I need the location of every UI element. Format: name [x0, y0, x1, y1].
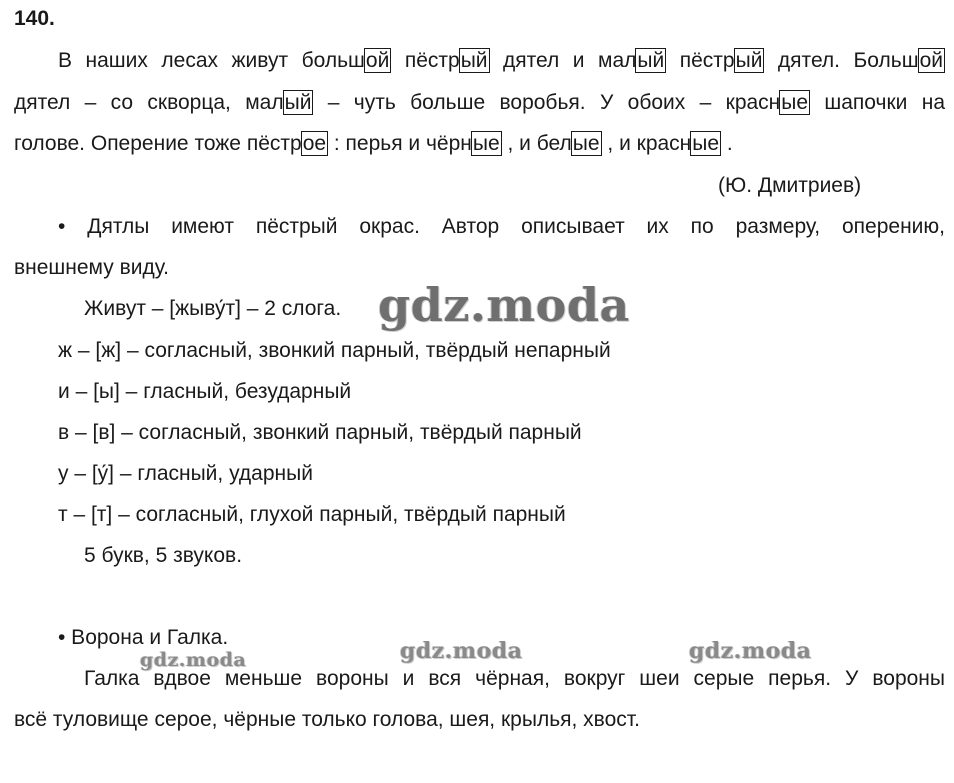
- birds-line-2: всё туловище серое, чёрные только голова, шея, крылья, хвост.: [14, 708, 640, 731]
- ending-box: ый: [637, 49, 665, 72]
- ending-box: ый: [735, 49, 763, 72]
- ending-box: ый: [460, 49, 488, 72]
- birds-line-1: Галка вдвое меньше вороны и вся чёрная, вокруг шеи серые перья. У вороны: [84, 667, 945, 690]
- paragraph-line-2: дятел – со скворца, малый – чуть больше воробья. У обоих – красные шапочки на: [14, 91, 946, 114]
- watermark: gdz.moda: [378, 278, 630, 332]
- watermark: gdz.moda: [689, 638, 812, 664]
- author-attribution: (Ю. Дмитриев): [718, 174, 862, 197]
- ending-box: ой: [365, 49, 390, 72]
- note-line-2: внешнему виду.: [14, 256, 169, 279]
- phonetic-summary: 5 букв, 5 звуков.: [84, 544, 243, 567]
- ending-box: ые: [472, 132, 500, 155]
- phonetic-row: т – [т] – согласный, глухой парный, твёрдый парный: [58, 503, 566, 526]
- phonetic-row: у – [у́] – гласный, ударный: [58, 462, 313, 485]
- phonetic-row: в – [в] – согласный, звонкий парный, твёрдый парный: [58, 421, 582, 444]
- paragraph-line-1: В наших лесах живут большой пёстрый дятел и малый пёстрый дятел. Большой: [58, 49, 943, 72]
- birds-title: • Ворона и Галка.: [58, 626, 229, 649]
- watermark: gdz.moda: [140, 649, 247, 671]
- note-line-1: • Дятлы имеют пёстрый окрас. Автор описывает их по размеру, оперению,: [58, 215, 945, 238]
- paragraph-line-3: голове. Оперение тоже пёстрое : перья и чёрные , и белые , и красные .: [14, 132, 733, 155]
- ending-box: ый: [284, 91, 312, 114]
- watermark: gdz.moda: [400, 638, 523, 664]
- ending-box: ые: [572, 132, 600, 155]
- exercise-number: 140.: [14, 7, 55, 30]
- phonetic-row: и – [ы] – гласный, безударный: [58, 380, 352, 403]
- ending-box: ое: [302, 132, 327, 155]
- phonetic-row: ж – [ж] – согласный, звонкий парный, твёрдый непарный: [58, 339, 611, 362]
- ending-box: ой: [919, 49, 943, 72]
- phonetic-title: Живут – [жыву́т] – 2 слога.: [84, 297, 342, 320]
- ending-box: ые: [781, 91, 809, 114]
- ending-box: ые: [692, 132, 720, 155]
